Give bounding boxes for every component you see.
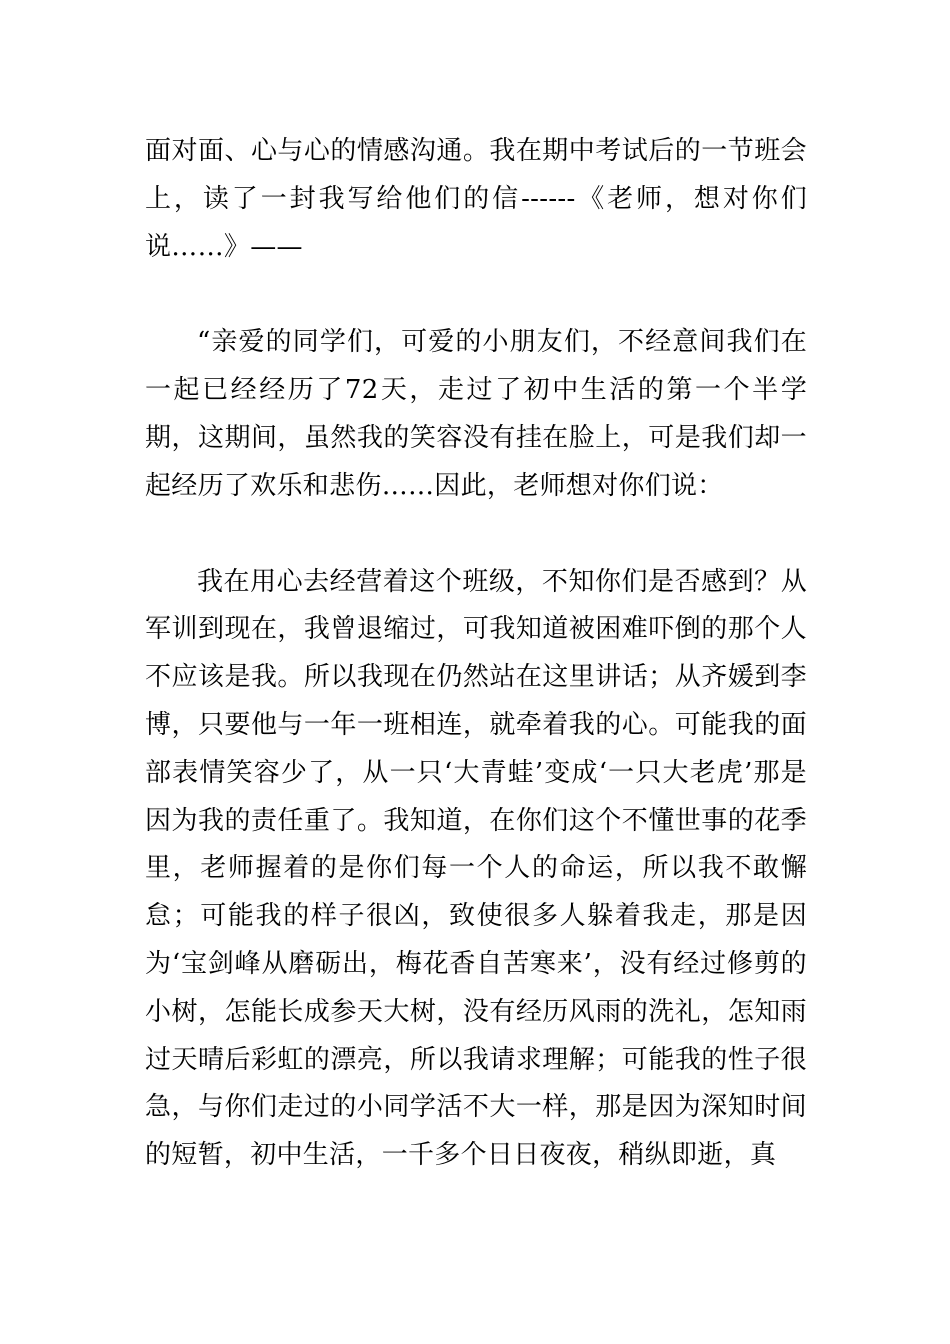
document-page [145, 128, 807, 1180]
paragraph-1: 面对面、心与心的情感沟通。我在期中考试后的一节班会上，读了一封我写给他们的信------《老师，想对你们说……》—— [145, 136, 807, 262]
paragraph-2: “亲爱的同学们，可爱的小朋友们，不经意间我们在一起已经经历了72天，走过了初中生活的第一个半学期，这期间，虽然我的笑容没有挂在脸上，可是我们却一起经历了欢乐和悲伤……因此，老师想对你们说： [145, 327, 807, 501]
paragraph-3: 我在用心去经营着这个班级，不知你们是否感到？从军训到现在，我曾退缩过，可我知道被困难吓倒的那个人不应该是我。所以我现在仍然站在这里讲话；从齐媛到李博，只要他与一年一班相连，就牵着我的心。可能我的面部表情笑容少了，从一只‘大青蛙’变成‘一只大老虎’那是因为我的责任重了。我知道，在你们这个不懂世事的花季里，老师握着的是你们每一个人的命运，所以我不敢懈怠；可能我的样子很凶，致使很多人躲着我走，那是因为‘宝剑峰从磨砺出，梅花香自苦寒来’，没有经过修剪的小树，怎能长成参天大树，没有经历风雨的洗礼，怎知雨过天晴后彩虹的漂亮，所以我请求理解；可能我的性子很急，与你们走过的小同学活不大一样，那是因为深知时间的短暂，初中生活，一千多个日日夜夜，稍纵即逝，真 [145, 566, 807, 1171]
paragraph-gap [145, 511, 807, 559]
paragraph-gap [145, 271, 807, 319]
